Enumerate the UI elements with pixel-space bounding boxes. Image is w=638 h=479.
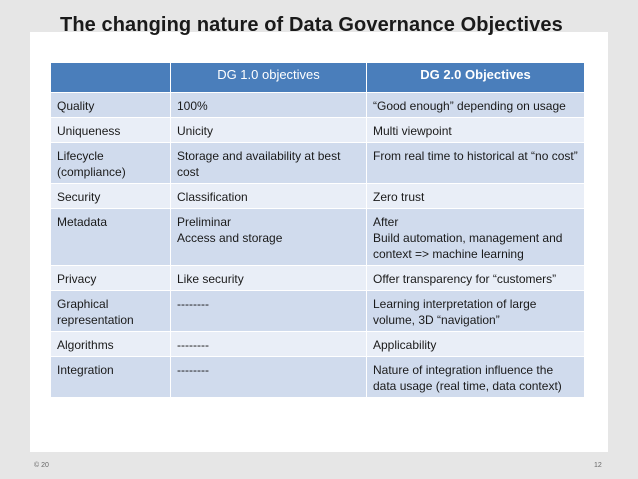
dg2-cell: After Build automation, management and context => machine learning bbox=[367, 209, 585, 266]
row-label-cell: Metadata bbox=[51, 209, 171, 266]
objectives-table bbox=[50, 62, 585, 398]
dg2-cell: Nature of integration influence the data usage (real time, data context) bbox=[367, 357, 585, 398]
dg2-cell: Applicability bbox=[367, 332, 585, 357]
dg2-cell: Multi viewpoint bbox=[367, 118, 585, 143]
row-label-cell: Security bbox=[51, 184, 171, 209]
row-label-cell: Algorithms bbox=[51, 332, 171, 357]
table-row bbox=[51, 266, 585, 291]
table-row bbox=[51, 291, 585, 332]
dg2-cell: Offer transparency for “customers” bbox=[367, 266, 585, 291]
dg1-cell: Preliminar Access and storage bbox=[171, 209, 367, 266]
footer-copyright: © 20 bbox=[34, 462, 49, 469]
row-label-cell: Integration bbox=[51, 357, 171, 398]
row-label-cell: Graphical representation bbox=[51, 291, 171, 332]
table-row bbox=[51, 357, 585, 398]
dg2-cell: “Good enough” depending on usage bbox=[367, 93, 585, 118]
dg1-cell: Unicity bbox=[171, 118, 367, 143]
dg1-cell: 100% bbox=[171, 93, 367, 118]
page-number: 12 bbox=[594, 462, 602, 469]
table-row bbox=[51, 332, 585, 357]
dg2-cell: From real time to historical at “no cost” bbox=[367, 143, 585, 184]
row-label-cell: Quality bbox=[51, 93, 171, 118]
header-blank bbox=[51, 63, 171, 93]
dg1-cell: -------- bbox=[171, 291, 367, 332]
dg2-cell: Learning interpretation of large volume, 3D “navigation” bbox=[367, 291, 585, 332]
row-label-cell: Lifecycle (compliance) bbox=[51, 143, 171, 184]
header-dg2: DG 2.0 Objectives bbox=[367, 63, 585, 93]
dg1-cell: -------- bbox=[171, 357, 367, 398]
table-row bbox=[51, 143, 585, 184]
row-label-cell: Uniqueness bbox=[51, 118, 171, 143]
dg1-cell: Storage and availability at best cost bbox=[171, 143, 367, 184]
table-row bbox=[51, 93, 585, 118]
table-row bbox=[51, 209, 585, 266]
table-row bbox=[51, 118, 585, 143]
slide-title: The changing nature of Data Governance Objectives bbox=[60, 14, 563, 36]
dg2-cell: Zero trust bbox=[367, 184, 585, 209]
table-row bbox=[51, 184, 585, 209]
dg1-cell: -------- bbox=[171, 332, 367, 357]
dg1-cell: Like security bbox=[171, 266, 367, 291]
header-dg1: DG 1.0 objectives bbox=[171, 63, 367, 93]
dg1-cell: Classification bbox=[171, 184, 367, 209]
row-label-cell: Privacy bbox=[51, 266, 171, 291]
table-header-row bbox=[51, 63, 585, 93]
